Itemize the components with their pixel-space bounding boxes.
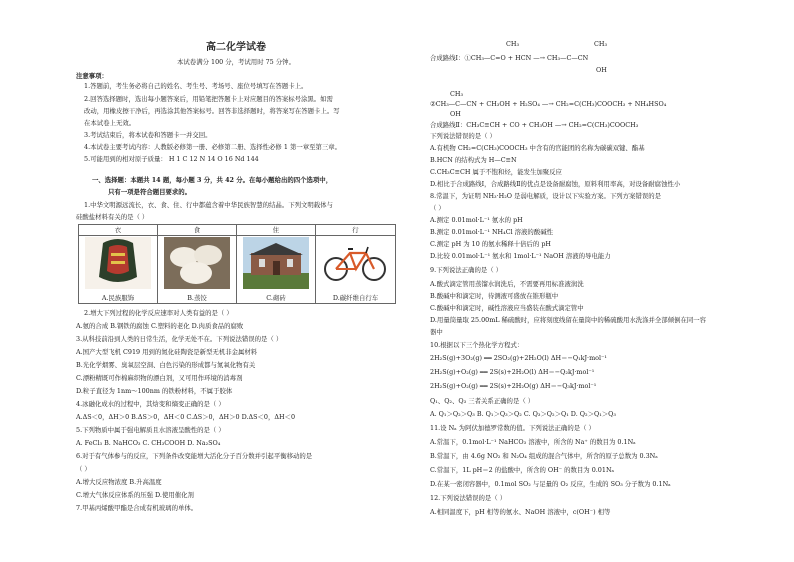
carbon-fiber-bicycle-picture: [322, 237, 388, 289]
option-line: B.HCN 的结构式为 H—C≡N: [430, 156, 517, 164]
route-1-step-2: ②CH₃—C—CN + CH₃OH + H₂SO₄ —→ CH₂=C(CH₃)COOCH₃ + NH₄HSO₄: [430, 100, 667, 108]
thermo-equation: 2H₂S(g)+3O₂(g) ══ 2SO₂(g)+2H₂O(l) ΔH＝−Q₁kJ·mol⁻¹: [430, 354, 607, 362]
option-line: D.在某一密闭容器中，0.1mol SO₂ 与足量的 O₂ 反应，生成的 SO₃ 分子数为 0.1Nₐ: [430, 480, 671, 488]
image-cell: [237, 225, 316, 303]
option-line: C.增大气体反应体系的压强 D.使用催化剂: [76, 491, 194, 499]
section-heading: 只有一项是符合题目要求的。: [108, 188, 192, 196]
option-line: D.相比于合成路线Ⅰ，合成路线Ⅱ的优点是设备耐腐蚀，原料利用率高，对设备耐腐蚀性小: [430, 180, 681, 188]
option-line: D.比较 0.01mol·L⁻¹ 氨水和 1mol·L⁻¹ NaOH 溶液的导电能力: [430, 252, 611, 260]
steamed-dumplings-picture: [164, 237, 230, 289]
image-cell: [158, 225, 237, 303]
image-caption: A.民族服饰: [101, 294, 135, 302]
image-header: 食: [158, 225, 236, 236]
question-2: 2.增大下列过程的化学反应速率对人类有益的是（ ）: [84, 309, 233, 317]
option-line: C.漂粉精既可作棉麻织物的漂白剂，又可用作环境的消毒剂: [76, 374, 243, 382]
option-line: A.国产大型飞机 C919 用到的氮化硅陶瓷是新型无机非金属材料: [76, 348, 258, 356]
question-stem: Q₁、Q₂、Q₃ 三者关系正确的是（ ）: [430, 397, 535, 405]
methyl-label: CH₃: [506, 40, 520, 48]
thermo-equation: 2H₂S(g)+O₂(g) ══ 2S(s)+2H₂O(l) ΔH＝−Q₂kJ·mol⁻¹: [430, 368, 595, 376]
option-line: 器中: [430, 328, 443, 336]
methyl-label: CH₃: [594, 40, 608, 48]
thermo-equation: 2H₂S(g)+O₂(g) ══ 2S(s)+2H₂O(g) ΔH＝−Q₃kJ·mol⁻¹: [430, 382, 597, 390]
option-line: A.ΔS＜0，ΔH＞0 B.ΔS＞0，ΔH＜0 C.ΔS＞0，ΔH＞0 D.ΔS＜0，ΔH＜0: [76, 413, 296, 421]
option-line: C.酸碱中和滴定时，碱性溶液应当盛装在酸式滴定管中: [430, 304, 584, 312]
question-8: 8.常温下，为证明 NH₃·H₂O 是弱电解质，设计以下实验方案。下列方案错误的是: [430, 192, 662, 200]
question-10: 10.根据以下三个热化学方程式：: [430, 341, 524, 349]
question-6: （ ）: [76, 465, 91, 473]
question-1: 1.中华文明源远流长，衣、食、住、行中都蕴含着中华民族智慧的结晶。下列文明载体与: [84, 201, 333, 209]
page-subtitle: 本试卷满分 100 分，考试用时 75 分钟。: [177, 58, 295, 66]
option-line: A.相同温度下，pH 相等的氨水、NaOH 溶液中，c(OH⁻) 相等: [430, 508, 611, 516]
image-caption: C.砌砖: [266, 294, 286, 302]
question-6: 6.对于有气体参与的反应，下列条件改变能增大活化分子百分数并引起平衡移动的是: [76, 452, 313, 460]
notice-heading: 注意事项：: [76, 72, 108, 80]
image-caption: D.碳纤维自行车: [332, 294, 379, 302]
image-caption: B.蒸饺: [187, 294, 207, 302]
notice-line: 3.考试结束后，将本试卷和答题卡一并交回。: [84, 131, 212, 139]
question-1-image-table: [78, 224, 396, 304]
question-5: 5.下列物质中属于强电解质且水溶液呈酸性的是（ ）: [76, 426, 225, 434]
hydroxyl-label: OH: [596, 66, 607, 74]
question-3: 3.从科技前沿到人类的日常生活，化学无处不在。下列说法错误的是（ ）: [76, 335, 283, 343]
question-7: 7.甲基丙烯酸甲酯是合成有机玻璃的单体。: [76, 504, 198, 512]
notice-line: 在本试卷上无效。: [84, 119, 136, 127]
option-line: C.测定 pH 为 10 的氨水稀释十倍后的 pH: [430, 240, 551, 248]
image-header: 衣: [79, 225, 157, 236]
option-line: B.测定 0.01mol·L⁻¹ NH₄Cl 溶液的酸碱性: [430, 228, 553, 236]
option-line: A.有机物 CH₂=C(CH₃)COOCH₃ 中含有的官能团的名称为碳碳双键、酯基: [430, 144, 645, 152]
question-12: 12.下列说法错误的是（ ）: [430, 494, 507, 502]
question-9: 9.下列说法正确的是（ ）: [430, 266, 503, 274]
option-line: C.常温下，1L pH＝2 的盐酸中，所含的 OH⁻ 的数目为 0.01Nₐ: [430, 466, 615, 474]
option-line: A.酸式滴定管用蒸馏水润洗后，不需要再用标准液润洗: [430, 280, 584, 288]
question-4: 4.冰融化成水的过程中，其焓变和熵变正确的是（ ）: [76, 400, 225, 408]
option-line: A.测定 0.01mol·L⁻¹ 氨水的 pH: [430, 216, 523, 224]
ethnic-costume-picture: [85, 237, 151, 289]
option-line: B.酸碱中和滴定时，待测液可盛放在锥形瓶中: [430, 292, 559, 300]
route-1-step-1: 合成路线Ⅰ：①CH₃—C=O + HCN —→ CH₃—C—CN: [430, 54, 589, 62]
option-line: D.粒子直径为 1nm～100nm 的铁粉材料，不属于胶体: [76, 387, 233, 395]
option-line: C.CH₃C≡CH 属于不饱和烃，能发生加聚反应: [430, 168, 562, 176]
image-header: 行: [316, 225, 395, 236]
question-1: 硅酸盐材料有关的是（ ）: [76, 213, 149, 221]
option-line: A.常温下，0.1mol·L⁻¹ NaHCO₃ 溶液中，所含的 Na⁺ 的数目为 0.1Nₐ: [430, 438, 636, 446]
notice-line: 4.本试卷主要考试内容：人教版必修第一册、必修第二册、选择性必修 1 第一章至第三章。: [84, 143, 342, 151]
question-8: （ ）: [430, 204, 445, 212]
option-line: B.光化学烟雾、臭氧层空洞、白色污染的形成都与氮氧化物有关: [76, 361, 256, 369]
page-title: 高二化学试卷: [206, 42, 266, 53]
notice-line: 1.答题前，考生务必将自己的姓名、考生号、考场号、座位号填写在答题卡上。: [84, 82, 308, 90]
option-line: A. Q₁＞Q₂＞Q₃ B. Q₁＞Q₃＞Q₂ C. Q₃＞Q₂＞Q₁ D. Q₂＞Q₁＞Q₃: [430, 410, 616, 418]
option-line: B.常温下，由 4.6g NO₂ 和 N₂O₄ 组成的混合气体中，所含的原子总数为 0.3Nₐ: [430, 452, 658, 460]
image-cell: [79, 225, 158, 303]
notice-line: 改动，用橡皮擦干净后，再选涂其他答案标号。回答非选择题时，将答案写在答题卡上。写: [84, 107, 340, 115]
option-line: A. FeCl₃ B. NaHCO₃ C. CH₃COOH D. Na₂SO₄: [76, 439, 221, 447]
notice-line: 5.可能用到的相对原子质量： H 1 C 12 N 14 O 16 Nd 144: [84, 155, 259, 163]
image-cell: [316, 225, 395, 303]
option-line: A.增大反应物浓度 B.升高温度: [76, 478, 162, 486]
methyl-label: CH₃: [450, 90, 464, 98]
option-line: D.用量筒量取 25.00mL 稀硫酸时，应将刻度线留在量筒中的稀硫酸用水洗涤并全部倾倒在同一容: [430, 316, 707, 324]
section-heading: 一、选择题：本题共 14 题，每小题 3 分，共 42 分。在每小题给出的四个选项中，: [92, 176, 333, 184]
route-2: 合成路线Ⅱ：CH₃C≡CH + CO + CH₃OH —→ CH₂=C(CH₃)COOCH₃: [430, 121, 639, 129]
image-header: 住: [237, 225, 315, 236]
question-stem: 下列说法错误的是（ ）: [430, 132, 496, 140]
brick-house-picture: [243, 237, 309, 289]
question-11: 11.设 Nₐ 为阿伏加德罗常数的值。下列说法正确的是（ ）: [430, 424, 595, 432]
hydroxyl-label: OH: [450, 110, 461, 118]
notice-line: 2.回答选择题时，选出每小题答案后，用铅笔把答题卡上对应题目的答案标号涂黑。如需: [84, 95, 333, 103]
option-line: A.氨的合成 B.钢铁的腐蚀 C.塑料的老化 D.肉质食品的腐败: [76, 322, 244, 330]
